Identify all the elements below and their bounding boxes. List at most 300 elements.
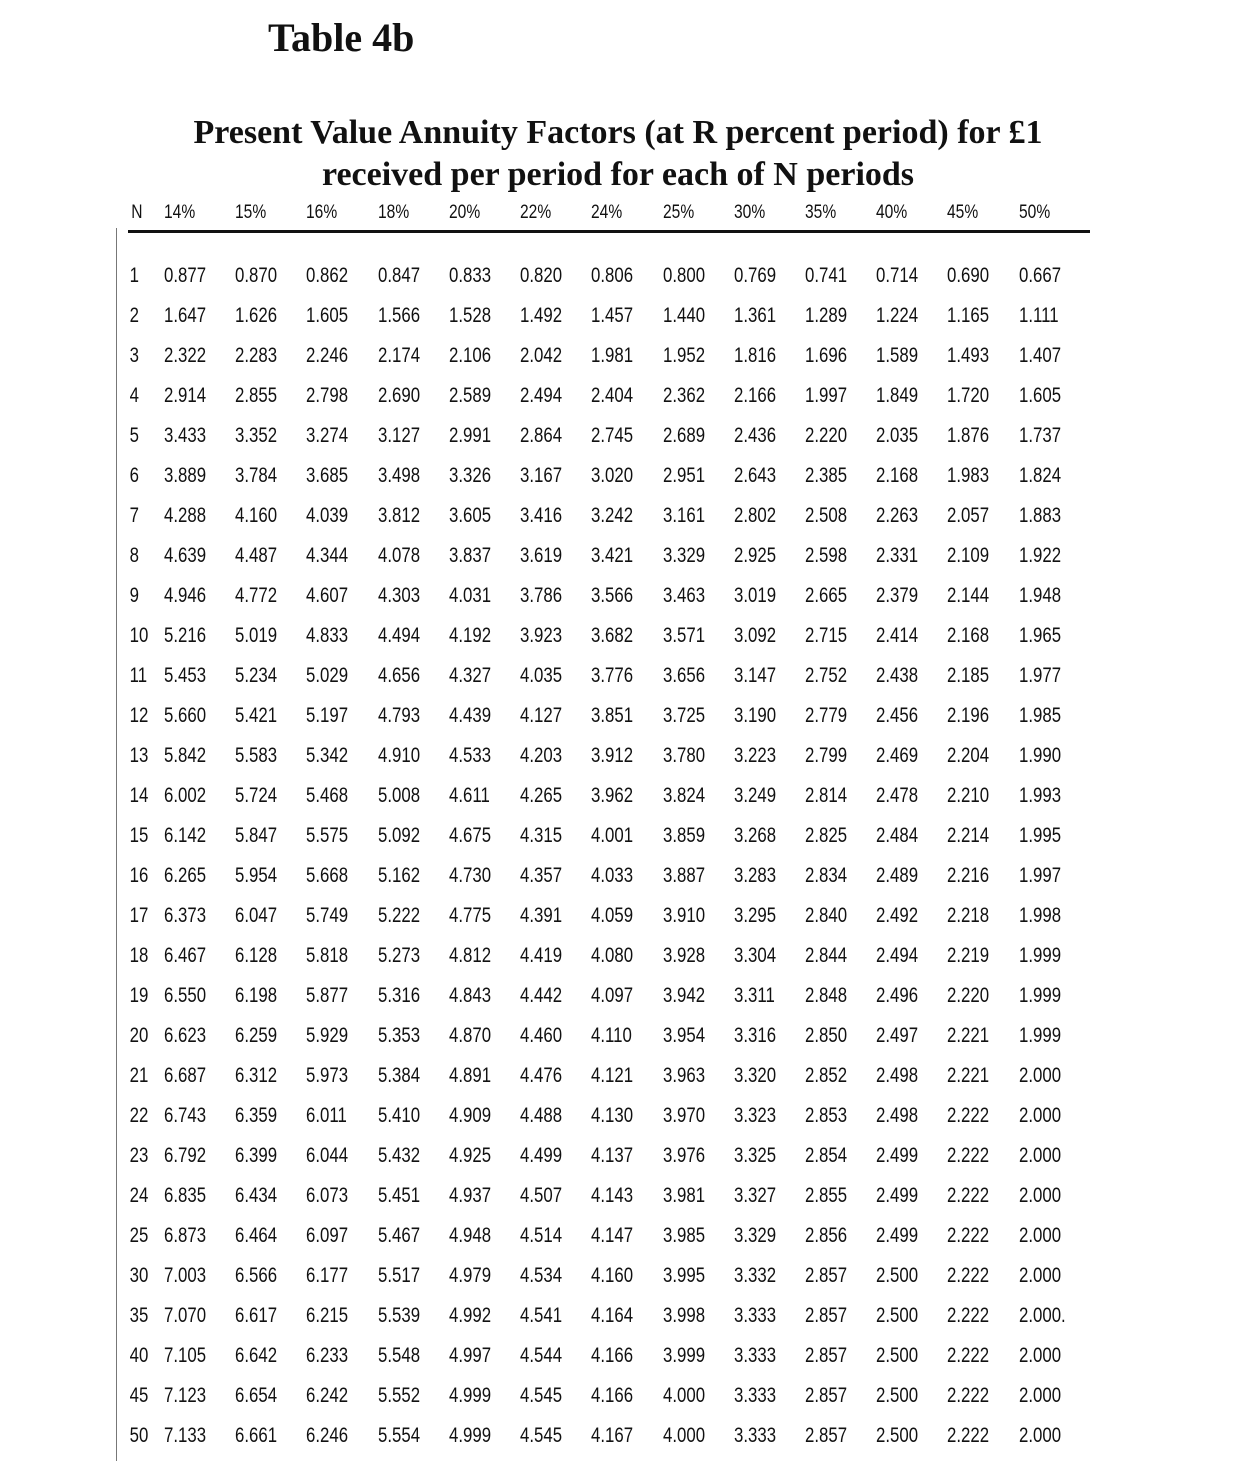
factor-cell — [235, 735, 306, 775]
factor-value: 4.419 — [520, 943, 563, 967]
factor-value: 2.057 — [947, 503, 990, 527]
factor-value: 3.092 — [733, 623, 776, 647]
factor-value: 3.242 — [591, 503, 634, 527]
factor-value: 2.222 — [947, 1383, 990, 1407]
factor-cell — [663, 1335, 734, 1375]
factor-value: 0.877 — [164, 263, 207, 287]
factor-cell — [663, 455, 734, 495]
factor-cell — [591, 655, 662, 695]
factor-value: 7.105 — [164, 1343, 207, 1367]
factor-value: 2.168 — [947, 623, 990, 647]
factor-value: 5.668 — [306, 863, 349, 887]
factor-value: 2.222 — [947, 1263, 990, 1287]
factor-cell — [164, 655, 235, 695]
factor-cell — [947, 1015, 1018, 1055]
factor-value: 4.979 — [448, 1263, 491, 1287]
factor-value: 1.289 — [804, 303, 848, 327]
factor-value: 2.221 — [947, 1023, 990, 1047]
column-header-rate: 45% — [947, 196, 1005, 232]
factor-value: 4.870 — [448, 1023, 491, 1047]
factor-cell — [663, 655, 734, 695]
factor-cell — [591, 815, 662, 855]
factor-cell — [734, 1175, 805, 1215]
factor-value: 1.566 — [377, 303, 420, 327]
factor-cell — [449, 1095, 520, 1135]
factor-value: 2.489 — [876, 863, 919, 887]
factor-cell — [876, 1135, 947, 1175]
factor-cell — [449, 975, 520, 1015]
factor-cell — [734, 1095, 805, 1135]
factor-value: 4.487 — [235, 543, 278, 567]
factor-value: 2.498 — [876, 1063, 919, 1087]
period-cell — [128, 895, 164, 935]
factor-cell — [947, 615, 1018, 655]
factor-cell — [378, 255, 449, 295]
factor-value: 3.942 — [662, 983, 705, 1007]
factor-value: 2.484 — [876, 823, 919, 847]
factor-cell — [306, 535, 377, 575]
factor-value: 4.288 — [164, 503, 207, 527]
factor-cell — [663, 1215, 734, 1255]
factor-cell — [805, 1415, 876, 1455]
factor-value: 2.855 — [804, 1183, 848, 1207]
factor-value: 6.011 — [306, 1103, 348, 1127]
factor-value: 4.143 — [591, 1183, 634, 1207]
factor-value: 2.925 — [733, 543, 776, 567]
factor-cell — [734, 975, 805, 1015]
column-header-rate: 24% — [591, 196, 649, 232]
table-label: Table 4b — [268, 15, 415, 60]
factor-value: 3.333 — [733, 1383, 776, 1407]
period-value: 35 — [129, 1303, 149, 1327]
factor-cell — [1019, 1375, 1090, 1415]
period-value: 50 — [129, 1423, 149, 1447]
factor-value: 3.161 — [662, 503, 705, 527]
factor-cell — [235, 935, 306, 975]
factor-cell — [164, 775, 235, 815]
table-row — [128, 575, 1090, 615]
factor-value: 4.357 — [520, 863, 563, 887]
factor-cell — [805, 1135, 876, 1175]
factor-value: 3.167 — [520, 463, 563, 487]
factor-value: 0.800 — [662, 263, 705, 287]
factor-cell — [1019, 895, 1090, 935]
factor-value: 2.690 — [377, 383, 420, 407]
factor-cell — [734, 895, 805, 935]
table-row — [128, 1095, 1090, 1135]
factor-value: 4.315 — [520, 823, 563, 847]
factor-cell — [306, 1335, 377, 1375]
factor-value: 4.775 — [448, 903, 491, 927]
factor-cell — [734, 1415, 805, 1455]
factor-cell — [805, 775, 876, 815]
factor-cell — [449, 455, 520, 495]
factor-value: 4.534 — [520, 1263, 563, 1287]
period-value: 25 — [129, 1223, 149, 1247]
factor-value: 2.499 — [876, 1183, 919, 1207]
factor-cell — [805, 855, 876, 895]
table-row — [128, 775, 1090, 815]
factor-value: 6.566 — [235, 1263, 278, 1287]
factor-value: 2.000 — [1018, 1183, 1061, 1207]
factor-value: 5.847 — [235, 823, 278, 847]
factor-cell — [663, 415, 734, 455]
factor-value: 5.029 — [306, 663, 349, 687]
factor-cell — [235, 255, 306, 295]
factor-cell — [805, 295, 876, 335]
factor-cell — [1019, 255, 1090, 295]
factor-value: 2.263 — [876, 503, 919, 527]
factor-value: 1.999 — [1018, 1023, 1061, 1047]
factor-cell — [734, 855, 805, 895]
factor-value: 3.786 — [520, 583, 563, 607]
factor-value: 4.059 — [591, 903, 634, 927]
factor-value: 3.928 — [662, 943, 705, 967]
factor-cell — [591, 615, 662, 655]
factor-value: 4.147 — [591, 1223, 634, 1247]
table-row — [128, 455, 1090, 495]
factor-cell — [235, 1015, 306, 1055]
factor-value: 6.177 — [306, 1263, 349, 1287]
factor-cell — [378, 535, 449, 575]
factor-value: 1.985 — [1018, 703, 1061, 727]
factor-value: 2.174 — [377, 343, 420, 367]
factor-value: 1.990 — [1018, 743, 1061, 767]
factor-value: 4.937 — [448, 1183, 491, 1207]
factor-cell — [876, 495, 947, 535]
factor-cell — [1019, 335, 1090, 375]
factor-value: 4.192 — [448, 623, 491, 647]
factor-cell — [876, 1095, 947, 1135]
factor-value: 4.843 — [448, 983, 491, 1007]
factor-value: 3.995 — [662, 1263, 705, 1287]
factor-value: 4.303 — [377, 583, 420, 607]
table-row — [128, 335, 1090, 375]
table-heading-line-1: Present Value Annuity Factors (at R percent period) for £1 — [193, 114, 1043, 151]
period-cell — [128, 375, 164, 415]
factor-cell — [235, 1375, 306, 1415]
factor-value: 3.326 — [448, 463, 491, 487]
factor-value: 4.910 — [377, 743, 420, 767]
factor-cell — [805, 415, 876, 455]
period-cell — [128, 1095, 164, 1135]
factor-cell — [235, 895, 306, 935]
factor-cell — [520, 1375, 591, 1415]
period-cell — [128, 255, 164, 295]
factor-cell — [663, 775, 734, 815]
column-header-rate: 16% — [306, 196, 364, 232]
factor-cell — [378, 615, 449, 655]
column-header-rate: 50% — [1019, 196, 1078, 232]
factor-cell — [947, 415, 1018, 455]
factor-value: 4.607 — [306, 583, 349, 607]
factor-value: 6.002 — [164, 783, 207, 807]
factor-value: 0.862 — [306, 263, 349, 287]
factor-value: 3.249 — [733, 783, 776, 807]
factor-cell — [164, 1255, 235, 1295]
table-row — [128, 1015, 1090, 1055]
factor-cell — [520, 1175, 591, 1215]
factor-value: 4.080 — [591, 943, 634, 967]
factor-cell — [876, 415, 947, 455]
factor-cell — [235, 495, 306, 535]
factor-value: 2.000 — [1018, 1423, 1061, 1447]
factor-cell — [663, 335, 734, 375]
factor-cell — [378, 415, 449, 455]
period-value: 21 — [129, 1063, 149, 1087]
factor-value: 3.327 — [733, 1183, 776, 1207]
factor-value: 2.500 — [876, 1303, 919, 1327]
period-cell — [128, 855, 164, 895]
factor-value: 2.844 — [804, 943, 848, 967]
factor-cell — [235, 295, 306, 335]
period-value: 40 — [129, 1343, 149, 1367]
factor-cell — [1019, 775, 1090, 815]
column-header-rate: 14% — [164, 196, 222, 232]
factor-cell — [164, 455, 235, 495]
factor-value: 5.548 — [377, 1343, 420, 1367]
factor-value: 3.433 — [164, 423, 207, 447]
factor-value: 4.992 — [448, 1303, 491, 1327]
factor-cell — [663, 1055, 734, 1095]
factor-value: 2.689 — [662, 423, 705, 447]
factor-cell — [520, 1415, 591, 1455]
factor-value: 4.494 — [377, 623, 420, 647]
factor-value: 4.265 — [520, 783, 563, 807]
table-row — [128, 295, 1090, 335]
factor-cell — [235, 695, 306, 735]
factor-value: 2.000 — [1018, 1343, 1061, 1367]
period-cell — [128, 975, 164, 1015]
factor-cell — [520, 535, 591, 575]
factor-value: 4.078 — [377, 543, 420, 567]
factor-value: 2.438 — [876, 663, 919, 687]
factor-cell — [520, 1215, 591, 1255]
factor-value: 4.946 — [164, 583, 207, 607]
factor-cell — [235, 775, 306, 815]
factor-cell — [306, 1015, 377, 1055]
factor-cell — [378, 335, 449, 375]
factor-cell — [947, 575, 1018, 615]
factor-value: 4.533 — [448, 743, 491, 767]
period-cell — [128, 615, 164, 655]
factor-cell — [663, 535, 734, 575]
factor-value: 2.436 — [733, 423, 776, 447]
table-body — [128, 232, 1090, 1456]
factor-value: 1.361 — [733, 303, 776, 327]
factor-cell — [520, 1055, 591, 1095]
factor-cell — [663, 935, 734, 975]
factor-cell — [591, 375, 662, 415]
period-cell — [128, 535, 164, 575]
factor-cell — [734, 1255, 805, 1295]
table-heading-line-2: received per period for each of N periods — [321, 156, 915, 193]
factor-value: 6.467 — [164, 943, 207, 967]
factor-cell — [876, 615, 947, 655]
factor-value: 3.656 — [662, 663, 705, 687]
factor-value: 1.977 — [1018, 663, 1061, 687]
factor-cell — [591, 1095, 662, 1135]
factor-cell — [164, 855, 235, 895]
factor-cell — [734, 335, 805, 375]
factor-value: 0.847 — [377, 263, 420, 287]
factor-value: 2.404 — [591, 383, 634, 407]
table-row — [128, 1335, 1090, 1375]
factor-value: 4.127 — [520, 703, 563, 727]
period-cell — [128, 1175, 164, 1215]
factor-value: 3.780 — [662, 743, 705, 767]
factor-cell — [876, 255, 947, 295]
factor-value: 2.857 — [804, 1263, 848, 1287]
factor-value: 1.605 — [1018, 383, 1061, 407]
factor-value: 2.220 — [947, 983, 990, 1007]
factor-value: 3.020 — [591, 463, 634, 487]
period-cell — [128, 1015, 164, 1055]
factor-cell — [734, 455, 805, 495]
factor-value: 2.834 — [804, 863, 848, 887]
factor-value: 2.914 — [164, 383, 207, 407]
factor-cell — [1019, 655, 1090, 695]
factor-cell — [235, 975, 306, 1015]
factor-cell — [734, 775, 805, 815]
factor-value: 5.451 — [377, 1183, 420, 1207]
factor-value: 6.233 — [306, 1343, 349, 1367]
factor-value: 6.047 — [235, 903, 278, 927]
factor-value: 6.434 — [235, 1183, 278, 1207]
factor-value: 4.793 — [377, 703, 420, 727]
factor-cell — [378, 695, 449, 735]
factor-cell — [947, 1175, 1018, 1215]
table-row — [128, 1175, 1090, 1215]
factor-cell — [734, 415, 805, 455]
factor-value: 2.857 — [804, 1343, 848, 1367]
factor-value: 3.416 — [520, 503, 563, 527]
factor-value: 1.952 — [662, 343, 705, 367]
factor-value: 5.749 — [306, 903, 349, 927]
factor-value: 3.127 — [377, 423, 420, 447]
factor-value: 2.000 — [1018, 1383, 1061, 1407]
factor-value: 4.166 — [591, 1383, 634, 1407]
factor-cell — [306, 575, 377, 615]
factor-cell — [734, 1295, 805, 1335]
factor-value: 5.008 — [377, 783, 420, 807]
factor-cell — [164, 935, 235, 975]
period-cell — [128, 575, 164, 615]
factor-value: 2.500 — [876, 1423, 919, 1447]
factor-value: 2.456 — [876, 703, 919, 727]
factor-cell — [876, 815, 947, 855]
factor-cell — [734, 1015, 805, 1055]
factor-cell — [164, 1175, 235, 1215]
factor-cell — [378, 895, 449, 935]
factor-value: 5.539 — [377, 1303, 420, 1327]
factor-cell — [449, 1215, 520, 1255]
factor-value: 1.824 — [1018, 463, 1061, 487]
factor-value: 3.566 — [591, 583, 634, 607]
factor-cell — [947, 855, 1018, 895]
factor-cell — [378, 1415, 449, 1455]
factor-cell — [449, 535, 520, 575]
factor-value: 4.167 — [591, 1423, 634, 1447]
factor-value: 2.499 — [876, 1143, 919, 1167]
factor-value: 2.745 — [591, 423, 634, 447]
factor-value: 7.133 — [164, 1423, 207, 1447]
factor-value: 2.214 — [947, 823, 990, 847]
factor-value: 5.954 — [235, 863, 278, 887]
factor-value: 0.769 — [733, 263, 776, 287]
factor-cell — [306, 1135, 377, 1175]
factor-value: 2.322 — [164, 343, 207, 367]
factor-value: 3.333 — [733, 1303, 776, 1327]
factor-cell — [449, 935, 520, 975]
table-row — [128, 415, 1090, 455]
factor-value: 5.273 — [377, 943, 420, 967]
table-row — [128, 615, 1090, 655]
factor-value: 2.222 — [947, 1183, 990, 1207]
period-cell — [128, 295, 164, 335]
factor-cell — [520, 655, 591, 695]
table-header — [128, 196, 1090, 232]
factor-cell — [805, 1375, 876, 1415]
factor-cell — [520, 1295, 591, 1335]
period-cell — [128, 815, 164, 855]
factor-cell — [947, 1375, 1018, 1415]
factor-cell — [235, 1135, 306, 1175]
factor-cell — [164, 975, 235, 1015]
factor-cell — [947, 295, 1018, 335]
factor-cell — [449, 415, 520, 455]
period-value: 3 — [129, 343, 139, 367]
factor-value: 2.814 — [804, 783, 848, 807]
factor-value: 5.421 — [235, 703, 278, 727]
factor-cell — [1019, 575, 1090, 615]
factor-cell — [449, 495, 520, 535]
period-cell — [128, 1415, 164, 1455]
factor-cell — [306, 695, 377, 735]
factor-cell — [591, 1175, 662, 1215]
period-value: 30 — [129, 1263, 149, 1287]
factor-cell — [805, 655, 876, 695]
column-header-rate: 25% — [663, 196, 721, 232]
factor-cell — [591, 415, 662, 455]
factor-value: 2.109 — [947, 543, 990, 567]
period-cell — [128, 775, 164, 815]
factor-value: 4.656 — [377, 663, 420, 687]
factor-cell — [876, 1415, 947, 1455]
factor-cell — [520, 935, 591, 975]
factor-value: 1.528 — [448, 303, 491, 327]
factor-cell — [876, 1215, 947, 1255]
period-cell — [128, 935, 164, 975]
period-value: 5 — [129, 423, 139, 447]
factor-value: 2.204 — [947, 743, 990, 767]
factor-value: 4.327 — [448, 663, 491, 687]
factor-value: 5.216 — [164, 623, 207, 647]
factor-cell — [306, 415, 377, 455]
factor-value: 3.837 — [448, 543, 491, 567]
factor-value: 3.333 — [733, 1423, 776, 1447]
factor-value: 2.598 — [804, 543, 848, 567]
period-value: 45 — [129, 1383, 149, 1407]
factor-cell — [947, 1215, 1018, 1255]
factor-cell — [449, 335, 520, 375]
factor-value: 2.496 — [876, 983, 919, 1007]
factor-value: 6.097 — [306, 1223, 349, 1247]
period-value: 17 — [129, 903, 149, 927]
factor-value: 2.991 — [448, 423, 491, 447]
factor-value: 2.000 — [1018, 1143, 1061, 1167]
factor-cell — [164, 1335, 235, 1375]
